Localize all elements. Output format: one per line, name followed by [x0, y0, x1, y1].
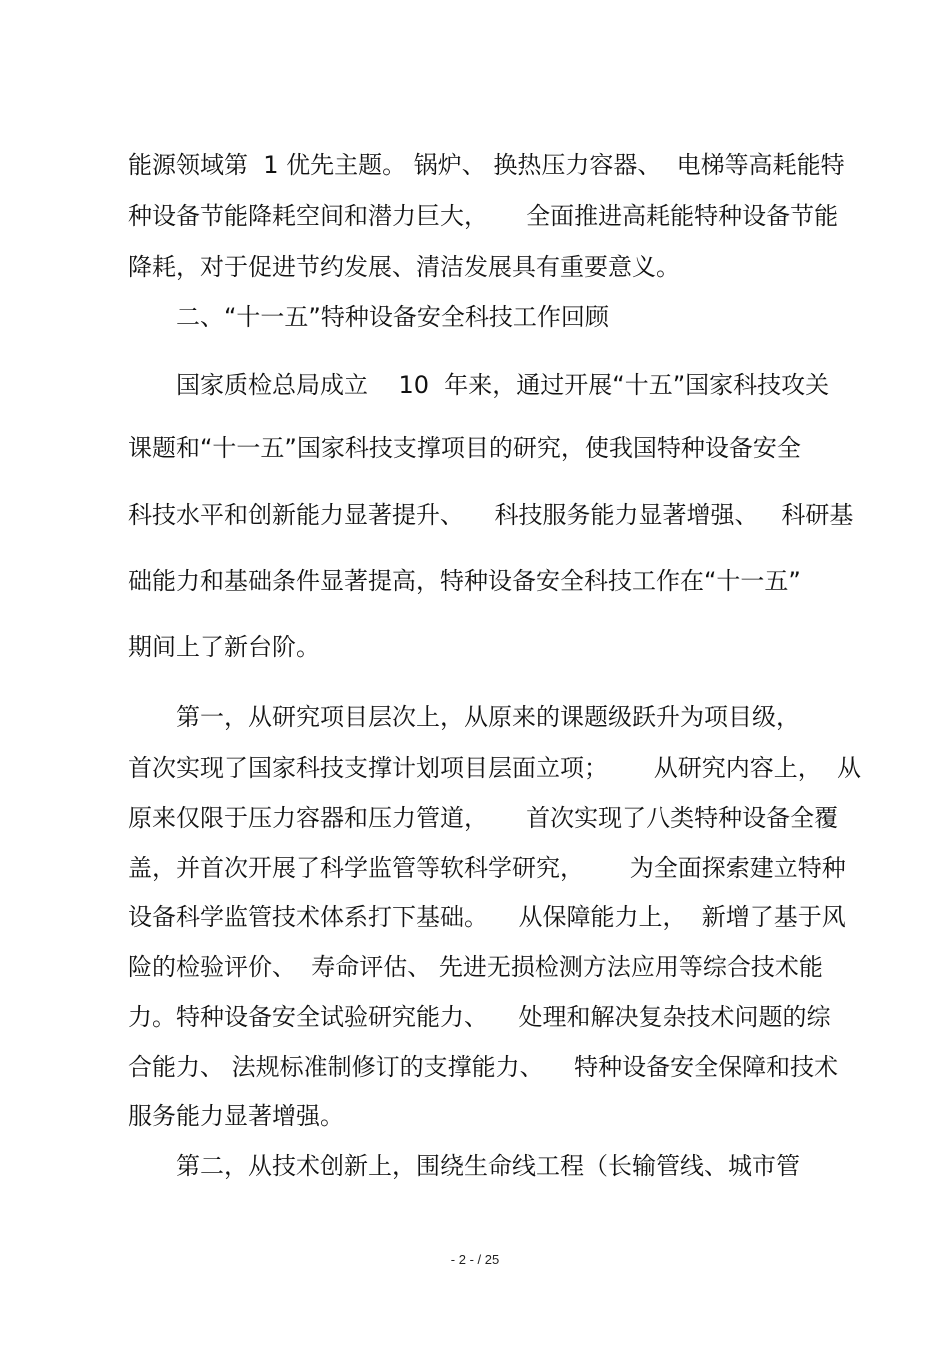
text-line-16: 力。特种设备安全试验研究能力、 处理和解决复杂技术问题的综 — [128, 1003, 831, 1031]
text-line-8: 础能力和基础条件显著提高，特种设备安全科技工作在“十一五” — [128, 567, 801, 595]
text-line-7: 科技水平和创新能力显著提升、 科技服务能力显著增强、 科研基 — [128, 501, 854, 529]
text-line-14: 设备科学监管技术体系打下基础。 从保障能力上， 新增了基于风 — [128, 903, 846, 931]
text-line-10: 第一，从研究项目层次上，从原来的课题级跃升为项目级， — [176, 703, 800, 731]
text-line-2: 种设备节能降耗空间和潜力巨大， 全面推进高耗能特种设备节能 — [128, 202, 839, 230]
text-line-5: 国家质检总局成立 10 年来，通过开展“十五”国家科技攻关 — [176, 371, 830, 399]
text-line-6: 课题和“十一五”国家科技支撑项目的研究，使我国特种设备安全 — [128, 434, 801, 462]
text-line-15: 险的检验评价、 寿命评估、 先进无损检测方法应用等综合技术能 — [128, 953, 823, 981]
text-line-9: 期间上了新台阶。 — [128, 633, 320, 661]
text-line-17: 合能力、 法规标准制修订的支撑能力、 特种设备安全保障和技术 — [128, 1053, 839, 1081]
text-line-3: 降耗，对于促进节约发展、清洁发展具有重要意义。 — [128, 253, 680, 281]
text-line-12: 原来仅限于压力容器和压力管道， 首次实现了八类特种设备全覆 — [128, 804, 839, 832]
text-line-19: 第二，从技术创新上，围绕生命线工程（长输管线、城市管 — [176, 1152, 800, 1180]
text-line-1: 能源领域第 1 优先主题。 锅炉、 换热压力容器、 电梯等高耗能特 — [128, 151, 845, 179]
section-heading: 二、“十一五”特种设备安全科技工作回顾 — [176, 303, 609, 331]
text-line-18: 服务能力显著增强。 — [128, 1102, 344, 1130]
text-line-13: 盖，并首次开展了科学监管等软科学研究， 为全面探索建立特种 — [128, 854, 846, 882]
text-line-11: 首次实现了国家科技支撑计划项目层面立项； 从研究内容上， 从 — [128, 754, 862, 782]
page-number: - 2 - / 25 — [450, 1252, 500, 1267]
